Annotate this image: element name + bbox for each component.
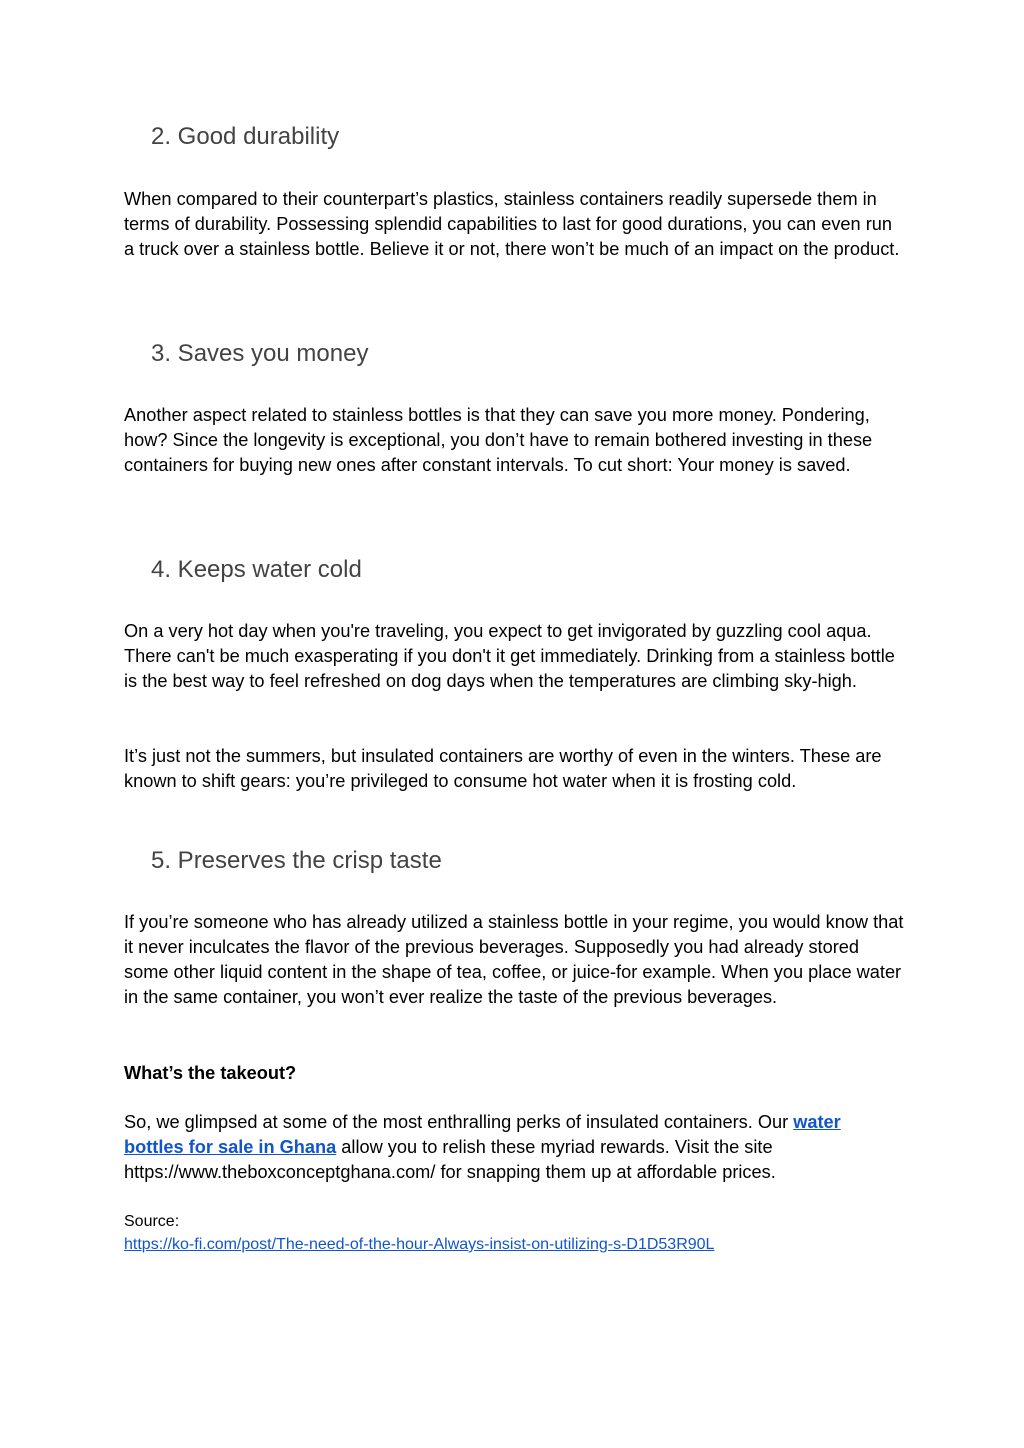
section-heading-durability: 2. Good durability (151, 123, 340, 150)
section-heading-money: 3. Saves you money (151, 340, 369, 367)
source-label: Source: (124, 1213, 180, 1230)
takeout-text-before: So, we glimpsed at some of the most enthralling perks of insulated containers. Our (124, 1112, 794, 1132)
takeout-heading: What’s the takeout? (124, 1063, 297, 1083)
paragraph-cold-2: It’s just not the summers, but insulated containers are worthy of even in the winters. These are known to shift gears: you’re privileged to consume hot water when it is frosting cold. (124, 746, 882, 791)
takeout-paragraph (124, 1110, 904, 1185)
paragraph-money: Another aspect related to stainless bottles is that they can save you more money. Pondering, how? Since the longevity is exceptional, you don’t have to remain bothered investing in these containers for buying new ones after constant intervals. To cut short: Your money is saved. (124, 405, 873, 475)
paragraph-cold-1: On a very hot day when you're traveling, you expect to get invigorated by guzzling cool aqua. There can't be much exasperating if you don't it get immediately. Drinking from a stainless bottle is the best way to feel refreshed on dog days when the temperatures are climbing sky-high. (124, 621, 895, 691)
takeout-text-after: allow you to relish these myriad rewards. Visit the site https://www.theboxconceptghana.com/ for snapping them up at affordable prices. (124, 1137, 776, 1182)
source-line (124, 1233, 904, 1256)
section-heading-taste: 5. Preserves the crisp taste (151, 847, 442, 874)
paragraph-taste: If you’re someone who has already utilized a stainless bottle in your regime, you would know that it never inculcates the flavor of the previous beverages. Supposedly you had already stored some other liquid content in the shape of tea, coffee, or juice-for example. When you place water in the same container, you won’t ever realize the taste of the previous beverages. (124, 912, 904, 1007)
water-bottles-link[interactable]: water bottles for sale in Ghana (124, 1112, 841, 1157)
source-url-link[interactable]: https://ko-fi.com/post/The-need-of-the-hour-Always-insist-on-utilizing-s-D1D53R90L (124, 1236, 715, 1253)
paragraph-durability: When compared to their counterpart’s plastics, stainless containers readily supersede them in terms of durability. Possessing splendid capabilities to last for good durations, you can even run a truck over a stainless bottle. Believe it or not, there won’t be much of an impact on the product. (124, 189, 900, 259)
section-heading-cold: 4. Keeps water cold (151, 556, 362, 583)
